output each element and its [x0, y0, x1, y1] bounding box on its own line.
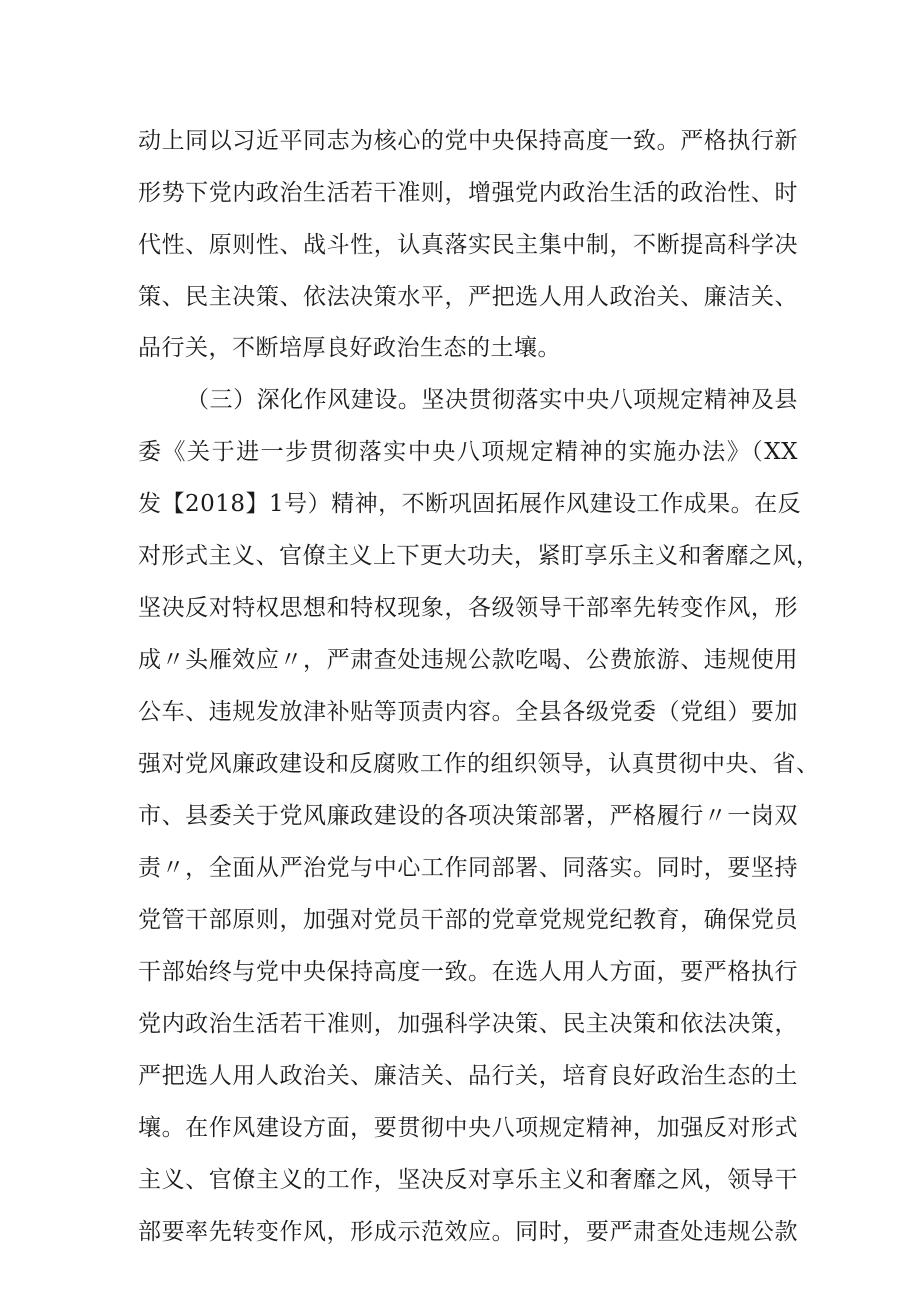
- text-line: 壤。在作风建设方面，要贯彻中央八项规定精神，加强反对形式: [138, 1115, 798, 1141]
- text-line: 成〃头雁效应〃，严肃查处违规公款吃喝、公费旅游、违规使用: [138, 647, 798, 673]
- section-heading-line: （三）深化作风建设。坚决贯彻落实中央八项规定精神及县: [186, 387, 798, 413]
- text-line: 部要率先转变作风，形成示范效应。同时，要严肃查处违规公款: [138, 1219, 798, 1245]
- text-line: 发【2018】1号）精神，不断巩固拓展作风建设工作成果。在反: [138, 491, 802, 517]
- text-line: 品行关，不断培厚良好政治生态的土壤。: [138, 335, 561, 361]
- text-line: 策、民主决策、依法决策水平，严把选人用人政治关、廉洁关、: [138, 284, 798, 310]
- text-line: 市、县委关于党风廉政建设的各项决策部署，严格履行〃一岗双: [138, 803, 798, 829]
- text-line: 动上同以习近平同志为核心的党中央保持高度一致。严格执行新: [138, 128, 798, 154]
- text-line: 主义、官僚主义的工作，坚决反对享乐主义和奢靡之风，领导干: [138, 1167, 798, 1193]
- text-line: 代性、原则性、战斗性，认真落实民主集中制，不断提高科学决: [138, 232, 798, 258]
- text-line: 坚决反对特权思想和特权现象，各级领导干部率先转变作风，形: [138, 595, 798, 621]
- text-line: 党管干部原则，加强对党员干部的党章党规党纪教育，确保党员: [138, 907, 798, 933]
- text-line: 责〃，全面从严治党与中心工作同部署、同落实。同时，要坚持: [138, 855, 798, 881]
- text-line: 强对党风廉政建设和反腐败工作的组织领导，认真贯彻中央、省、: [138, 751, 820, 777]
- text-line: 对形式主义、官僚主义上下更大功夫，紧盯享乐主义和奢靡之风，: [138, 543, 820, 569]
- text-line: 公车、违规发放津补贴等顶责内容。全县各级党委（党组）要加: [138, 699, 798, 725]
- text-line: 严把选人用人政治关、廉洁关、品行关，培育良好政治生态的土: [138, 1063, 798, 1089]
- text-line: 干部始终与党中央保持高度一致。在选人用人方面，要严格执行: [138, 959, 798, 985]
- text-line: 委《关于进一步贯彻落实中央八项规定精神的实施办法》（XX: [138, 439, 798, 465]
- text-line: 党内政治生活若干准则，加强科学决策、民主决策和依法决策，: [138, 1011, 798, 1037]
- text-line: 形势下党内政治生活若干准则，增强党内政治生活的政治性、时: [138, 180, 798, 206]
